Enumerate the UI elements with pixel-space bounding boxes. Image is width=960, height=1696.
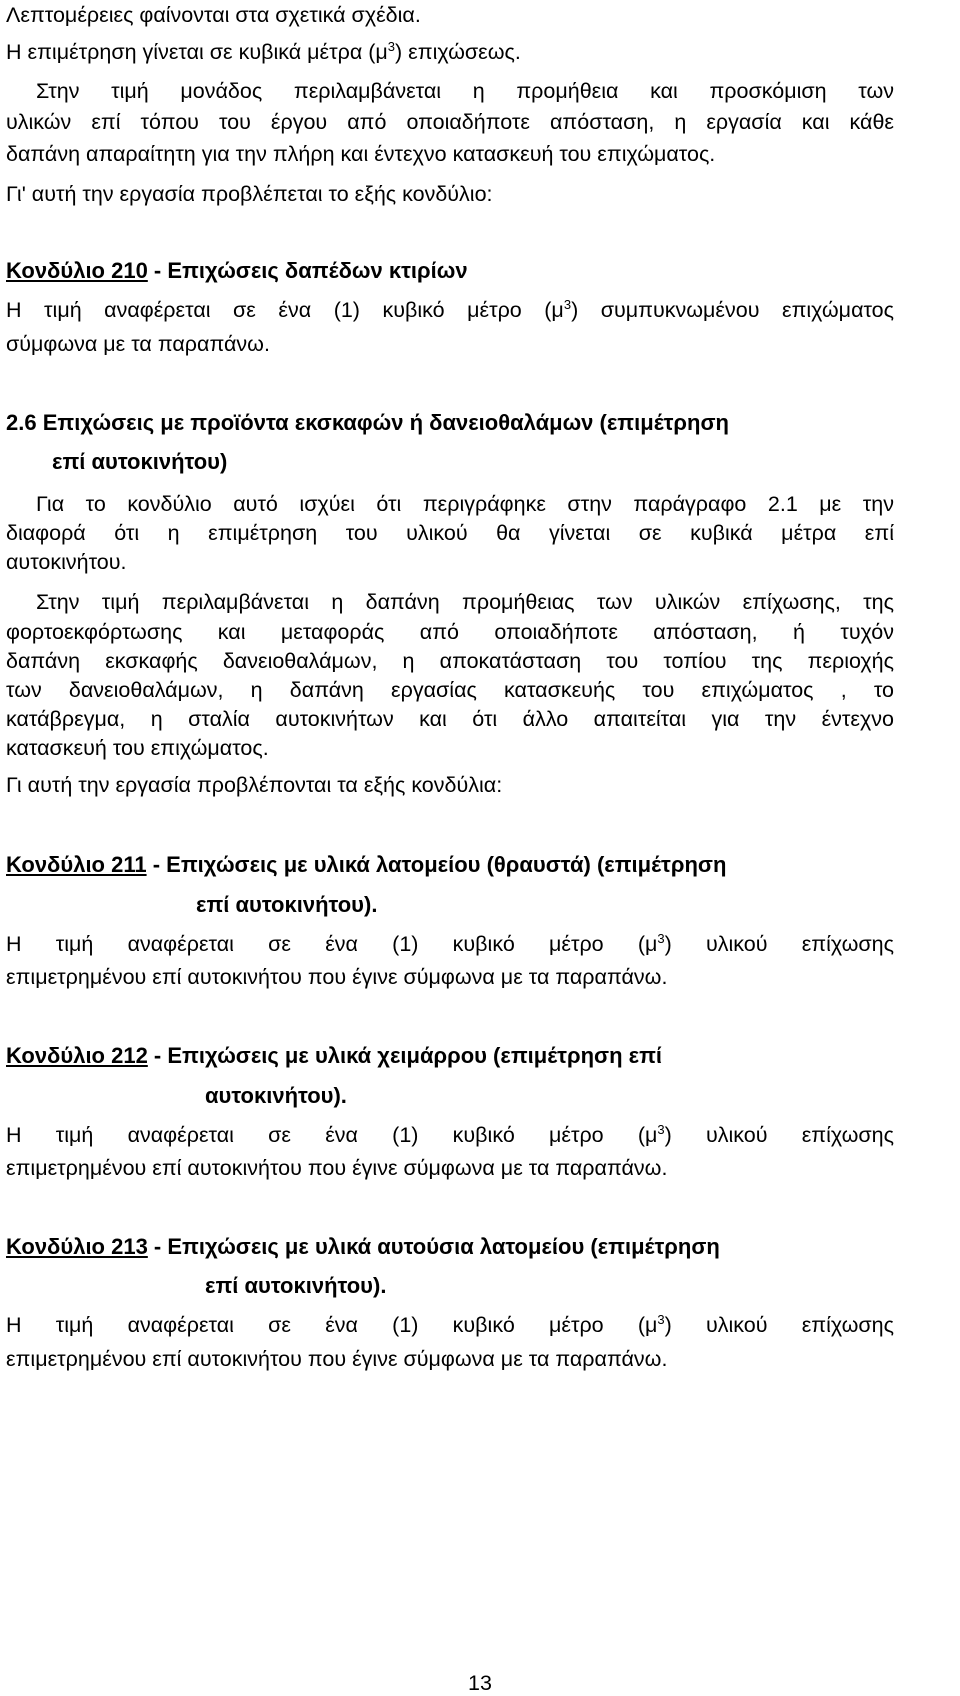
intro-paragraph-line-3: δαπάνη απαραίτητη για την πλήρη και έντεχνο κατασκευή του επιχώματος.	[6, 142, 716, 166]
intro-foresees: Γι' αυτή την εργασία προβλέπεται το εξής κονδύλιο:	[6, 182, 493, 206]
kondylio-213-text: Η τιμή αναφέρεται σε ένα (1) κυβικό μέτρο (μ	[6, 1313, 658, 1337]
kondylio-210-line-1	[6, 297, 894, 323]
section-2-6-p2-line-5: κατάβρεγμα, η σταλία αυτοκινήτων και ότι άλλο απαιτείται για την έντεχνο	[6, 707, 894, 731]
intro-paragraph-line-1: Στην τιμή μονάδος περιλαμβάνεται η προμήθεια και προσκόμιση των	[36, 79, 894, 103]
section-2-6-p2-line-3: δαπάνη εκσκαφής δανειοθαλάμων, η αποκατάσταση του τοπίου της περιοχής	[6, 649, 894, 673]
section-2-6-p2-line-1: Στην τιμή περιλαμβάνεται η δαπάνη προμήθειας των υλικών επίχωσης, της	[36, 590, 894, 614]
section-2-6-foresees: Γι αυτή την εργασία προβλέπονται τα εξής κονδύλια:	[6, 773, 503, 797]
kondylio-212-text: Η τιμή αναφέρεται σε ένα (1) κυβικό μέτρο (μ	[6, 1123, 658, 1147]
kondylio-211-text: Η τιμή αναφέρεται σε ένα (1) κυβικό μέτρο (μ	[6, 932, 658, 956]
kondylio-212-title-line-2: αυτοκινήτου).	[205, 1083, 347, 1108]
superscript-3: 3	[657, 1121, 665, 1137]
superscript-3: 3	[657, 930, 665, 946]
kondylio-213-title: - Επιχώσεις με υλικά αυτούσια λατομείου (επιμέτρηση	[147, 1234, 720, 1259]
kondylio-213-tail: ) υλικού επίχωσης	[664, 1313, 894, 1337]
kondylio-210-title: - Επιχώσεις δαπέδων κτιρίων	[147, 258, 468, 283]
intro-line-2-text: Η επιμέτρηση γίνεται σε κυβικά μέτρα (μ	[6, 40, 388, 64]
section-2-6-heading-line-2: επί αυτοκινήτου)	[52, 449, 228, 474]
kondylio-211-heading	[6, 852, 726, 878]
superscript-3: 3	[387, 38, 396, 54]
kondylio-213-code: Κονδύλιο 213	[6, 1234, 148, 1259]
intro-line-2-tail: ) επιχώσεως.	[395, 40, 521, 64]
section-2-6-p2-line-4: των δανειοθαλάμων, η δαπάνη εργασίας κατασκευής του επιχώματος , το	[6, 678, 894, 702]
intro-line-2	[6, 39, 521, 65]
kondylio-210-heading	[6, 258, 468, 284]
intro-line-1: Λεπτομέρειες φαίνονται στα σχετικά σχέδια.	[6, 3, 421, 27]
kondylio-212-tail: ) υλικού επίχωσης	[664, 1123, 894, 1147]
section-2-6-p1-line-1: Για το κονδύλιο αυτό ισχύει ότι περιγράφηκε στην παράγραφο 2.1 με την	[36, 492, 894, 516]
section-2-6-p2-line-6: κατασκευή του επιχώματος.	[6, 736, 269, 760]
section-2-6-p1-line-3: αυτοκινήτου.	[6, 550, 127, 574]
kondylio-212-title: - Επιχώσεις με υλικά χειμάρρου (επιμέτρηση επί	[147, 1043, 663, 1068]
kondylio-212-line-2: επιμετρημένου επί αυτοκινήτου που έγινε σύμφωνα με τα παραπάνω.	[6, 1156, 668, 1180]
superscript-3: 3	[657, 1311, 665, 1327]
kondylio-211-code: Κονδύλιο 211	[6, 852, 147, 877]
kondylio-211-line-2: επιμετρημένου επί αυτοκινήτου που έγινε σύμφωνα με τα παραπάνω.	[6, 965, 668, 989]
kondylio-210-code: Κονδύλιο 210	[6, 258, 148, 283]
kondylio-210-text: Η τιμή αναφέρεται σε ένα (1) κυβικό μέτρο (μ	[6, 298, 564, 322]
kondylio-211-title-line-2: επί αυτοκινήτου).	[196, 892, 378, 917]
kondylio-211-tail: ) υλικού επίχωσης	[664, 932, 894, 956]
section-2-6-p2-line-2: φορτοεκφόρτωσης και μεταφοράς από οποιαδήποτε απόσταση, ή τυχόν	[6, 620, 894, 644]
kondylio-211-line-1	[6, 931, 894, 957]
kondylio-213-line-2: επιμετρημένου επί αυτοκινήτου που έγινε σύμφωνα με τα παραπάνω.	[6, 1347, 668, 1371]
superscript-3: 3	[563, 296, 572, 312]
kondylio-213-line-1	[6, 1312, 894, 1338]
kondylio-212-code: Κονδύλιο 212	[6, 1043, 148, 1068]
page-number: 13	[468, 1670, 492, 1695]
kondylio-212-heading	[6, 1043, 662, 1069]
kondylio-213-title-line-2: επί αυτοκινήτου).	[205, 1273, 387, 1298]
section-2-6-p1-line-2: διαφορά ότι η επιμέτρηση του υλικού θα γίνεται σε κυβικά μέτρα επί	[6, 521, 894, 545]
intro-paragraph-line-2: υλικών επί τόπου του έργου από οποιαδήποτε απόσταση, η εργασία και κάθε	[6, 110, 894, 134]
section-2-6-heading-line-1: 2.6 Επιχώσεις με προϊόντα εκσκαφών ή δανειοθαλάμων (επιμέτρηση	[6, 410, 729, 435]
kondylio-211-title: - Επιχώσεις με υλικά λατομείου (θραυστά) (επιμέτρηση	[146, 852, 727, 877]
kondylio-212-line-1	[6, 1122, 894, 1148]
kondylio-213-heading	[6, 1234, 720, 1260]
kondylio-210-line-2: σύμφωνα με τα παραπάνω.	[6, 332, 270, 356]
kondylio-210-tail: ) συμπυκνωμένου επιχώματος	[571, 298, 895, 322]
